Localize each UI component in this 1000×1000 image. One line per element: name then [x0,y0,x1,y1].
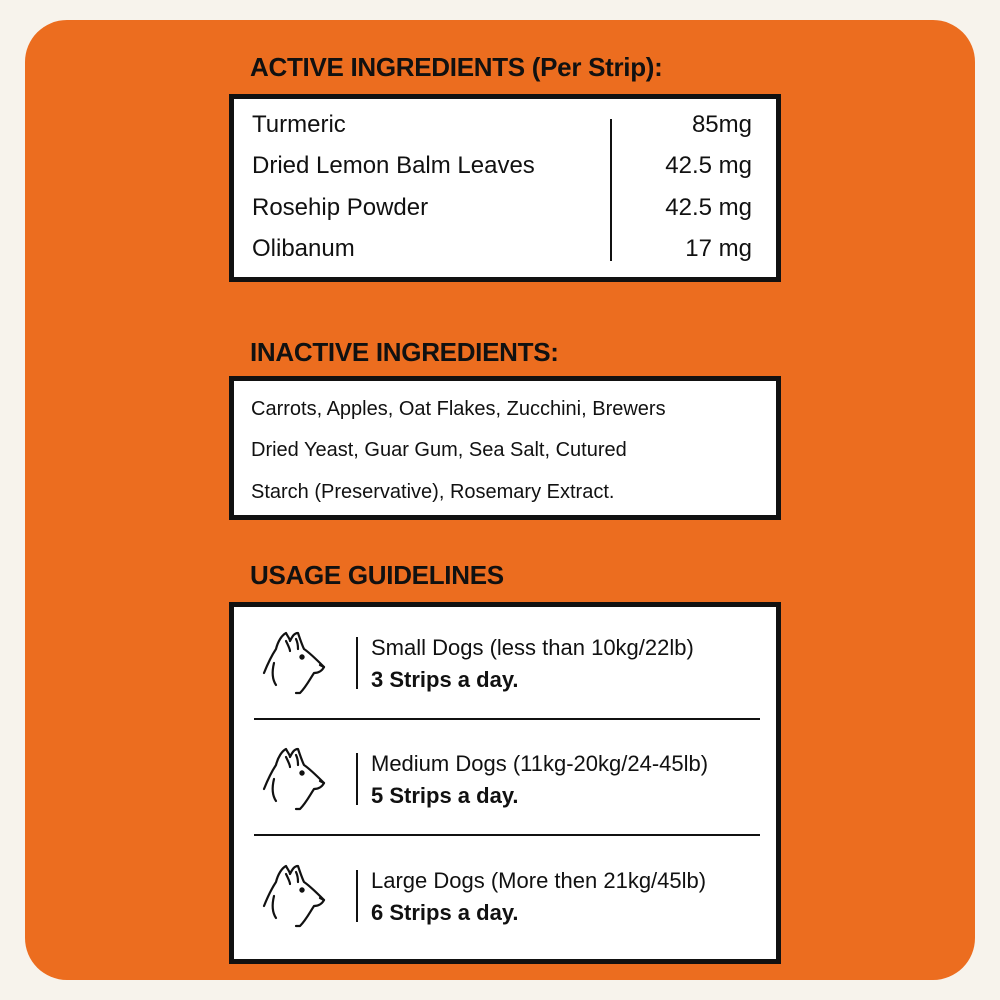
inactive-ingredients-line: Dried Yeast, Guar Gum, Sea Salt, Cutured [251,439,627,461]
active-ingredients-table [229,94,781,282]
active-ingredients-heading: ACTIVE INGREDIENTS (Per Strip): [250,52,663,82]
row-divider [356,753,358,805]
ingredient-row [252,229,752,269]
usage-guidelines-box [229,602,781,964]
ingredient-row [252,188,752,228]
strips-per-day: 3 Strips a day. [371,667,519,692]
row-separator [254,718,760,720]
usage-row-large [234,860,776,970]
ingredient-amount: 85mg [691,111,752,138]
dog-head-icon [258,860,332,934]
dog-size-label: Small Dogs (less than 10kg/22lb) [371,635,694,660]
strips-per-day: 5 Strips a day. [371,783,519,808]
inactive-ingredients-heading: INACTIVE INGREDIENTS: [250,337,559,367]
ingredient-amount: 17 mg [685,235,752,262]
row-divider [356,870,358,922]
usage-row-medium [234,743,776,853]
ingredient-name: Rosehip Powder [252,194,429,221]
dog-head-icon [258,743,332,817]
strips-per-day: 6 Strips a day. [371,900,519,925]
inactive-ingredients-box [229,376,781,520]
row-separator [254,834,760,836]
ingredient-name: Dried Lemon Balm Leaves [252,152,535,179]
ingredient-name: Turmeric [252,111,346,138]
ingredient-row [252,105,752,145]
ingredient-row [252,146,752,186]
usage-guidelines-heading: USAGE GUIDELINES [250,560,504,590]
dog-size-label: Large Dogs (More then 21kg/45lb) [371,868,707,893]
inactive-ingredients-line: Carrots, Apples, Oat Flakes, Zucchini, Brewers [251,398,666,420]
inactive-ingredients-line: Starch (Preservative), Rosemary Extract. [251,481,615,503]
ingredient-name: Olibanum [252,235,355,262]
ingredient-amount: 42.5 mg [665,194,752,221]
dog-head-icon [258,627,332,701]
usage-row-small [234,627,776,737]
ingredient-amount: 42.5 mg [665,152,752,179]
dog-size-label: Medium Dogs (11kg-20kg/24-45lb) [371,751,709,776]
row-divider [356,637,358,689]
